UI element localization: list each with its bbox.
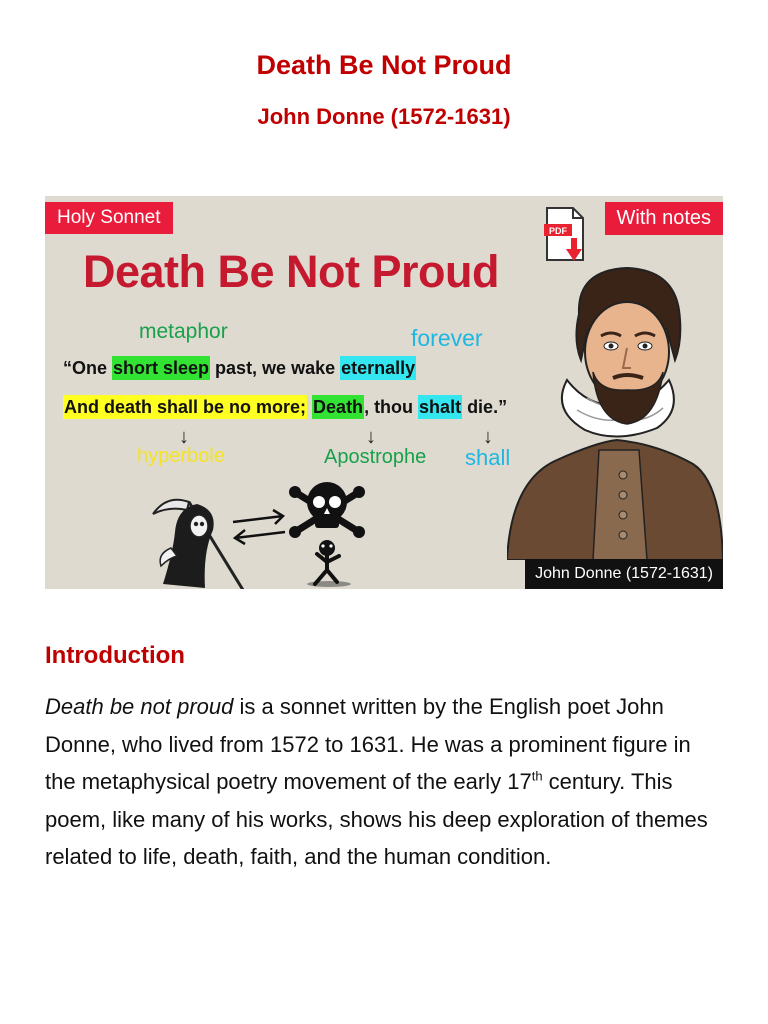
page-subtitle: John Donne (1572-1631) [257, 104, 511, 129]
with-notes-tag: With notes [605, 202, 723, 235]
highlight-short-sleep: short sleep [113, 358, 210, 378]
intro-text: is a sonnet written by the English poet John Donne, who lived from 1572 to 1631. He was a prominent figure in the metaphysical poetry movement of the early 17 [45, 694, 691, 794]
forever-label: forever [411, 325, 483, 351]
quote-line-1 [63, 358, 416, 379]
introduction-paragraph [45, 688, 725, 876]
ordinal-suffix: th [531, 768, 543, 784]
introduction-heading: Introduction [45, 642, 185, 669]
highlight-shalt: shalt [419, 397, 462, 417]
image-caption: John Donne (1572-1631) [525, 559, 723, 589]
down-arrow-icon: ↓ [179, 426, 189, 448]
down-arrow-icon: ↓ [483, 426, 493, 448]
pdf-download-icon [543, 206, 587, 264]
quote-line-2 [63, 397, 507, 418]
quote-text: “One [63, 358, 113, 378]
apostrophe-label: Apostrophe [324, 446, 427, 468]
pdf-label: PDF [549, 226, 567, 236]
skull-crossbones-icon [287, 478, 367, 588]
highlight-and-death: And death shall be no more; [64, 397, 307, 417]
banner-title: Death Be Not Proud [83, 246, 500, 297]
intro-text: century. This poem, like many of his works, shows his deep exploration of themes related to life, death, faith, and the human condition. [45, 769, 708, 869]
page-title: Death Be Not Proud [256, 50, 512, 80]
quote-text: , thou [364, 397, 419, 417]
john-donne-portrait [507, 260, 723, 560]
highlight-eternally: eternally [341, 358, 416, 378]
cover-image [45, 196, 723, 589]
poem-title-italic: Death be not proud [45, 694, 234, 719]
holy-sonnet-tag: Holy Sonnet [45, 202, 173, 234]
quote-text: past, we wake [210, 358, 341, 378]
shall-label: shall [465, 445, 511, 470]
quote-text: die.” [462, 397, 508, 417]
metaphor-label: metaphor [139, 320, 228, 343]
highlight-death: Death [313, 397, 364, 417]
down-arrow-icon: ↓ [366, 426, 376, 448]
exchange-arrows-icon [229, 508, 289, 546]
hyperbole-label: hyperbole [137, 445, 225, 467]
